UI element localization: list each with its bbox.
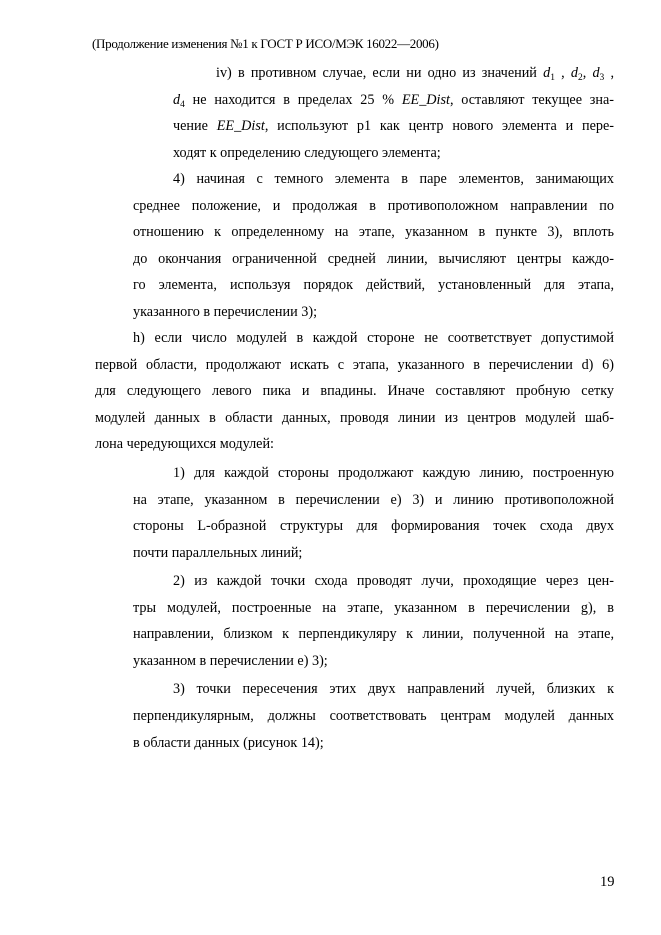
text-line bbox=[173, 87, 614, 114]
page-header: (Продолжение изменения №1 к ГОСТ Р ИСО/МЭК 16022—2006) bbox=[92, 36, 439, 51]
text-fragment: чение bbox=[173, 118, 208, 134]
text-line: почти параллельных линий; bbox=[133, 545, 303, 561]
text-line: отношению к определенному на этапе, указанном в пункте 3), вплоть bbox=[133, 224, 614, 240]
text-line: для следующего левого пика и впадины. Иначе составляют пробную сетку bbox=[95, 383, 614, 399]
text-fragment: не находится в пределах 25 % bbox=[192, 92, 395, 108]
text-line: модулей данных в области данных, проводя линии из центров модулей шаб- bbox=[95, 410, 614, 426]
page-number: 19 bbox=[600, 874, 615, 890]
variable: d bbox=[173, 92, 181, 108]
paragraph-first-line: h) если число модулей в каждой стороне не соответствует допустимой bbox=[133, 330, 614, 346]
separator: , bbox=[604, 65, 615, 81]
text-line: тры модулей, построенные на этапе, указанном в перечислении g), в bbox=[133, 600, 614, 616]
text-line: стороны L-образной структуры для формирования точек схода двух bbox=[133, 518, 614, 534]
separator: , bbox=[582, 65, 593, 81]
variable: d bbox=[570, 65, 578, 81]
subscript: 4 bbox=[180, 100, 185, 110]
paragraph-first-line: 1) для каждой стороны продолжают каждую линию, построенную bbox=[173, 465, 614, 481]
subscript: 2 bbox=[577, 73, 583, 83]
paragraph-first-line: 2) из каждой точки схода проводят лучи, проходящие через цен- bbox=[173, 573, 614, 589]
variable: d bbox=[543, 65, 551, 81]
formula bbox=[173, 92, 185, 108]
ee-dist-term: EE_Dist bbox=[401, 92, 450, 108]
paragraph-first-line: 4) начиная с темного элемента в паре элементов, занимающих bbox=[173, 171, 614, 187]
separator: , bbox=[554, 65, 571, 81]
text-line: го элемента, используя порядок действий, установленный для этапа, bbox=[133, 277, 614, 293]
text-line: перпендикулярным, должны соответствовать центрам модулей данных bbox=[133, 708, 614, 724]
text-line: указанном в перечислении е) 3); bbox=[133, 653, 328, 669]
text-line: до окончания ограниченной средней линии, вычисляют центры каждо- bbox=[133, 251, 614, 267]
paragraph-first-line: 3) точки пересечения этих двух направлений лучей, близких к bbox=[173, 681, 614, 697]
text-line bbox=[216, 60, 614, 87]
text-line: первой области, продолжают искать с этапа, указанного в перечислении d) 6) bbox=[95, 357, 614, 373]
text-line: в области данных (рисунок 14); bbox=[133, 735, 324, 751]
subscript: 3 bbox=[599, 73, 605, 83]
text-line: ходят к определению следующего элемента; bbox=[173, 145, 441, 161]
text-fragment: , оставляют текущее зна- bbox=[449, 92, 615, 108]
text-line: лона чередующихся модулей: bbox=[95, 436, 274, 452]
text-line: на этапе, указанном в перечислении е) 3) и линию противоположной bbox=[133, 492, 614, 508]
subscript: 1 bbox=[550, 73, 555, 83]
text-line: направлении, близком к перпендикуляру к линии, полученной на этапе, bbox=[133, 626, 614, 642]
text-fragment: iv) в противном случае, если ни одно из значений bbox=[216, 65, 537, 81]
text-line bbox=[173, 113, 614, 140]
text-line: указанного в перечислении 3); bbox=[133, 304, 318, 320]
formula bbox=[543, 65, 614, 81]
text-line: среднее положение, и продолжая в противоположном направлении по bbox=[133, 198, 614, 214]
text-fragment: , используют p1 как центр нового элемента и пере- bbox=[264, 118, 615, 134]
ee-dist-term: EE_Dist bbox=[216, 118, 265, 134]
variable: d bbox=[592, 65, 600, 81]
